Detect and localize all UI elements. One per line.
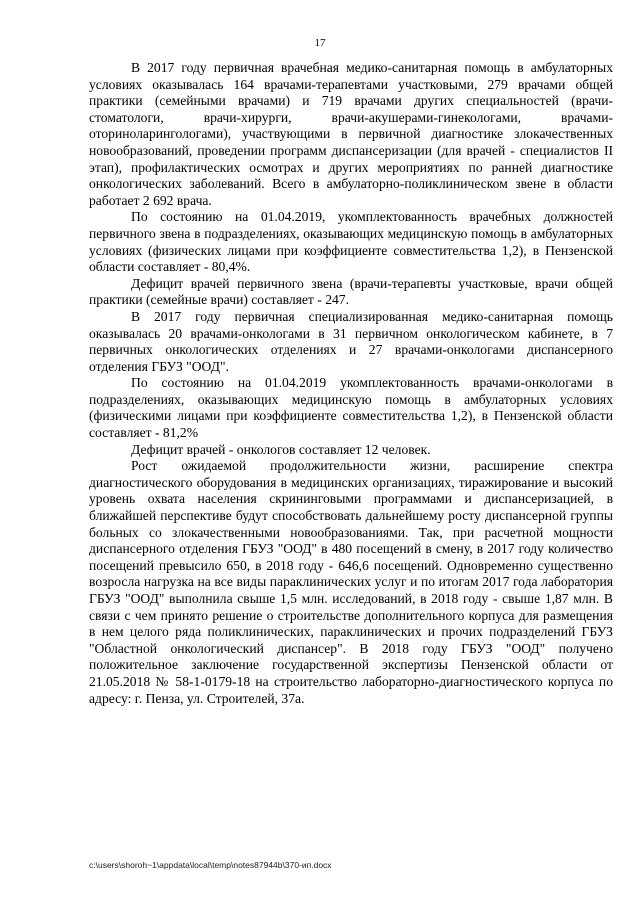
page-number: 17 bbox=[314, 37, 326, 49]
paragraph: Рост ожидаемой продолжительности жизни, расширение спектра диагностического оборудования в медицинских организациях, тиражирование и высокий уровень охвата населения скрининговыми программами и диспансеризацией, в ближайшей перспективе будут способствовать дальнейшему росту диспансерной группы больных со злокачественными новообразованиями. Так, при расчетной мощности диспансерного отделения ГБУЗ "ООД" в 480 посещений в смену, в 2017 году количество посещений превысило 650, в 2018 году - 646,6 посещений. Одновременно существенно возросла нагрузка на все виды параклинических услуг и по итогам 2017 года лаборатория ГБУЗ "ООД" выполнила свыше 1,5 млн. исследований, в 2018 году - свыше 1,87 млн. В связи с чем принято решение о строительстве дополнительного корпуса для размещения в нем целого ряда поликлинических, параклинических и прочих подразделений ГБУЗ "Областной онкологический диспансер". В 2018 году ГБУЗ "ООД" получено положительное заключение государственной экспертизы Пензенской области от 21.05.2018 № 58-1-0179-18 на строительство лабораторно-диагностического корпуса по адресу: г. Пенза, ул. Строителей, 37а. bbox=[89, 458, 613, 706]
paragraph: Дефицит врачей первичного звена (врачи-терапевты участковые, врачи общей практики (семейные врачи) составляет - 247. bbox=[89, 275, 613, 308]
document-body bbox=[89, 60, 613, 707]
paragraph: По состоянию на 01.04.2019, укомплектованность врачебных должностей первичного звена в подразделениях, оказывающих медицинскую помощь в амбулаторных условиях (физических лицами при коэффициенте совместительства 1,2), в Пензенской области составляет - 80,4%. bbox=[89, 209, 613, 275]
paragraph: По состоянию на 01.04.2019 укомплектованность врачами-онкологами в подразделениях, оказывающих медицинскую помощь в амбулаторных условиях (физическими лицами при коэффициенте совместительства 1,2), в Пензенской области составляет - 81,2% bbox=[89, 375, 613, 441]
paragraph: В 2017 году первичная врачебная медико-санитарная помощь в амбулаторных условиях оказывалась 164 врачами-терапевтами участковыми, 279 врачами общей практики (семейными врачами) и 719 врачами других специальностей (врачи-стоматологи, врачи-хирурги, врачи-акушерами-гинекологами, врачами- оториноларингологами), участвующими в первичной диагностике злокачественных новообразований, проведении программ диспансеризации (для врачей - специалистов II этап), профилактических осмотрах и других мероприятиях по ранней диагностике онкологических заболеваний. Всего в амбулаторно-поликлиническом звене в области работает 2 692 врача. bbox=[89, 60, 613, 208]
paragraph: Дефицит врачей - онкологов составляет 12 человек. bbox=[131, 441, 431, 457]
paragraph: В 2017 году первичная специализированная медико-санитарная помощь оказывалась 20 врачами-онкологами в 31 первичном онкологическом кабинете, в 7 первичных онкологических отделениях и 27 врачами-онкологами диспансерного отделения ГБУЗ "ООД". bbox=[89, 308, 613, 374]
footer-file-path: c:\users\shoroh~1\appdata\local\temp\notes87944b\370-ип.docx bbox=[89, 860, 332, 870]
